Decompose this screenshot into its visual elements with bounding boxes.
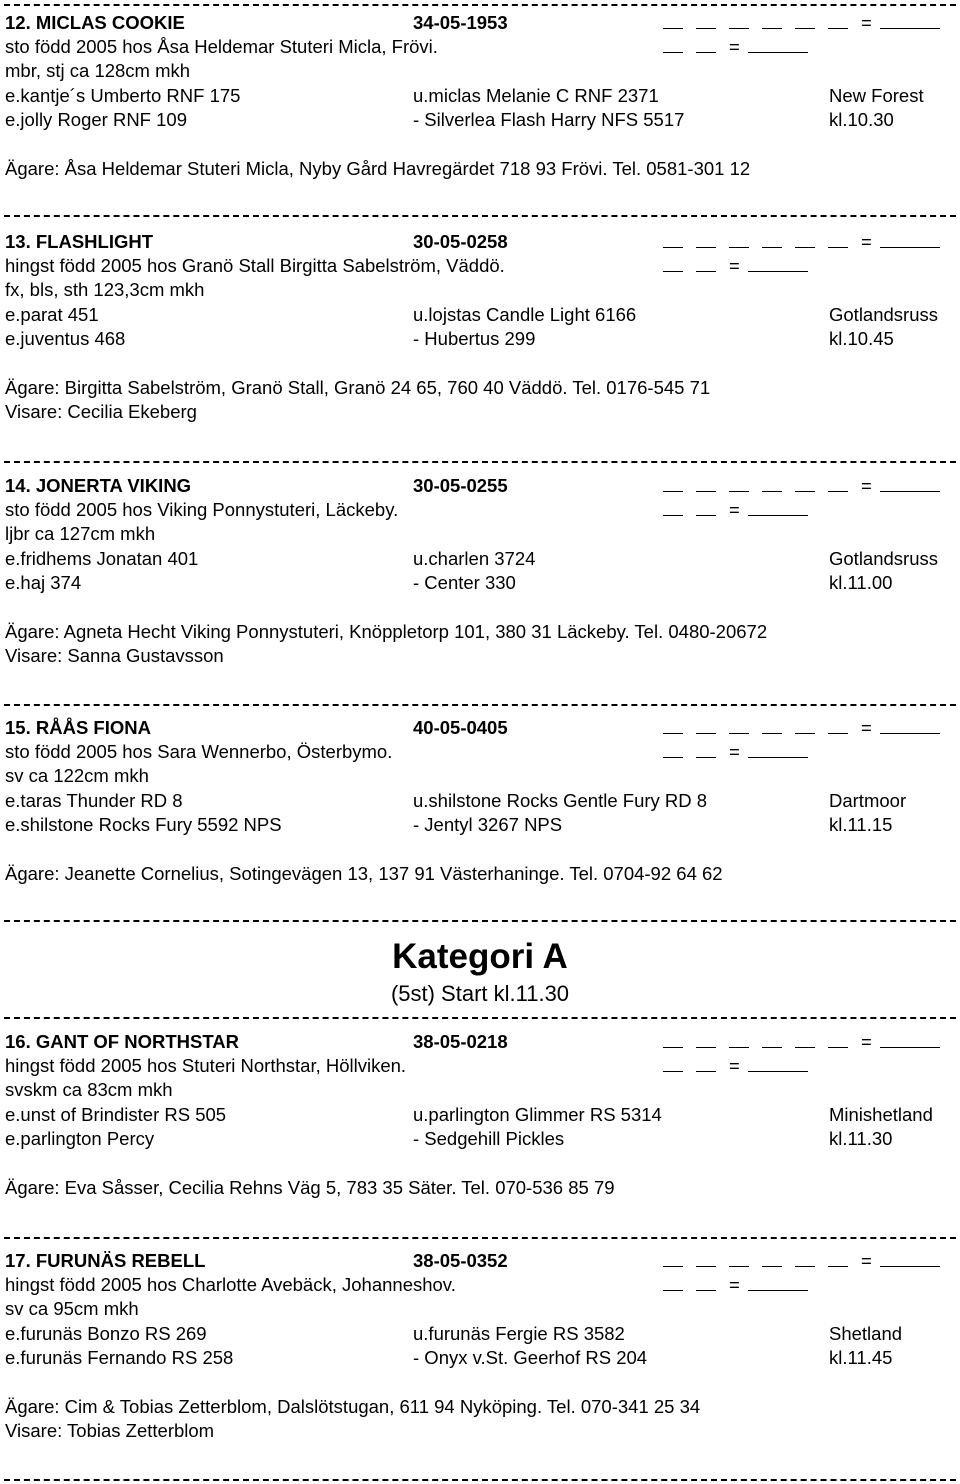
horse-description: hingst född 2005 hos Granö Stall Birgitta Sabelström, Väddö. bbox=[5, 255, 505, 276]
score-blank bbox=[762, 11, 782, 29]
sire: e.fridhems Jonatan 401 bbox=[5, 548, 199, 569]
category-title: Kategori A bbox=[392, 937, 568, 976]
owner-row bbox=[0, 1176, 960, 1200]
score-line-sub bbox=[663, 1054, 808, 1078]
handler: Visare: Tobias Zetterblom bbox=[5, 1420, 215, 1441]
score-total-blank bbox=[880, 11, 940, 29]
score-total-blank bbox=[748, 35, 808, 53]
pedigree-row-1 bbox=[0, 84, 960, 108]
dam: u.lojstas Candle Light 6166 bbox=[413, 304, 637, 325]
equals-sign: = bbox=[861, 12, 872, 33]
breed: Gotlandsruss bbox=[829, 304, 938, 325]
handler: Visare: Sanna Gustavsson bbox=[5, 645, 224, 666]
handler-row bbox=[0, 400, 960, 424]
handler-row bbox=[0, 644, 960, 668]
category-subtitle: (5st) Start kl.11.30 bbox=[390, 981, 570, 1006]
score-blank bbox=[762, 1030, 782, 1048]
dam: u.charlen 3724 bbox=[413, 548, 536, 569]
registration-number: 38-05-0352 bbox=[413, 1250, 508, 1271]
entry-desc-row bbox=[0, 740, 960, 764]
score-blank bbox=[696, 498, 716, 516]
owner: Ägare: Cim & Tobias Zetterblom, Dalslötstugan, 611 94 Nyköping. Tel. 070-341 25 34 bbox=[5, 1396, 701, 1417]
horse-name: FLASHLIGHT bbox=[35, 231, 154, 252]
horse-name: RÅÅS FIONA bbox=[35, 717, 151, 738]
entry-number: 13. bbox=[5, 231, 31, 252]
entry-colour-row bbox=[0, 764, 960, 788]
breed: Dartmoor bbox=[829, 790, 907, 811]
horse-name: GANT OF NORTHSTAR bbox=[35, 1031, 239, 1052]
equals-sign: = bbox=[861, 717, 872, 738]
horse-colour: mbr, stj ca 128cm mkh bbox=[5, 60, 191, 81]
equals-sign: = bbox=[729, 741, 740, 762]
pedigree-row-1 bbox=[0, 1103, 960, 1127]
horse-name: FURUNÄS REBELL bbox=[35, 1250, 206, 1271]
score-blank bbox=[729, 230, 749, 248]
score-blank bbox=[729, 1249, 749, 1267]
dam-dam: - Sedgehill Pickles bbox=[413, 1128, 565, 1149]
sire: e.taras Thunder RD 8 bbox=[5, 790, 183, 811]
entry-desc-row bbox=[0, 1054, 960, 1078]
owner-row bbox=[0, 376, 960, 400]
separator bbox=[0, 701, 960, 709]
score-blank bbox=[663, 740, 683, 758]
score-line-sub bbox=[663, 35, 808, 59]
dam: u.miclas Melanie C RNF 2371 bbox=[413, 85, 659, 106]
entry-title bbox=[5, 11, 185, 35]
score-total-blank bbox=[748, 498, 808, 516]
score-line-total bbox=[663, 1249, 940, 1273]
breed: Shetland bbox=[829, 1323, 903, 1344]
score-blank bbox=[696, 11, 716, 29]
entry-number: 17. bbox=[5, 1250, 31, 1271]
score-blank bbox=[696, 254, 716, 272]
dam-sire: e.jolly Roger RNF 109 bbox=[5, 109, 187, 130]
score-blank bbox=[828, 716, 848, 734]
score-blank bbox=[696, 474, 716, 492]
entry-title bbox=[5, 716, 151, 740]
dam-sire: e.juventus 468 bbox=[5, 328, 126, 349]
breed: Minishetland bbox=[829, 1104, 933, 1125]
pedigree-row-2 bbox=[0, 571, 960, 595]
separator bbox=[0, 458, 960, 466]
score-blank bbox=[663, 498, 683, 516]
score-blank bbox=[828, 1030, 848, 1048]
dam-dam: - Hubertus 299 bbox=[413, 328, 536, 349]
score-total-blank bbox=[748, 254, 808, 272]
score-blank bbox=[729, 1030, 749, 1048]
score-line-sub bbox=[663, 254, 808, 278]
score-blank bbox=[828, 230, 848, 248]
entry-desc-row bbox=[0, 35, 960, 59]
equals-sign: = bbox=[861, 1250, 872, 1271]
entry-number: 15. bbox=[5, 717, 31, 738]
score-blank bbox=[795, 1249, 815, 1267]
pedigree-row-1 bbox=[0, 789, 960, 813]
score-total-blank bbox=[748, 1054, 808, 1072]
owner-row bbox=[0, 862, 960, 886]
score-blank bbox=[696, 230, 716, 248]
score-blank bbox=[795, 716, 815, 734]
score-blank bbox=[696, 1273, 716, 1291]
score-line-sub bbox=[663, 1273, 808, 1297]
score-line-total bbox=[663, 11, 940, 35]
registration-number: 38-05-0218 bbox=[413, 1031, 508, 1052]
owner: Ägare: Jeanette Cornelius, Sotingevägen 13, 137 91 Västerhaninge. Tel. 0704-92 64 62 bbox=[5, 863, 723, 884]
score-blank bbox=[795, 474, 815, 492]
score-blank bbox=[663, 1054, 683, 1072]
equals-sign: = bbox=[861, 1031, 872, 1052]
entry-desc-row bbox=[0, 1273, 960, 1297]
score-blank bbox=[762, 716, 782, 734]
entry-title bbox=[5, 230, 153, 254]
horse-name: MICLAS COOKIE bbox=[35, 12, 185, 33]
dam-dam: - Onyx v.St. Geerhof RS 204 bbox=[413, 1347, 648, 1368]
owner-row bbox=[0, 620, 960, 644]
score-blank bbox=[729, 474, 749, 492]
score-blank bbox=[696, 1249, 716, 1267]
entry-colour-row bbox=[0, 1297, 960, 1321]
score-blank bbox=[795, 11, 815, 29]
horse-colour: svskm ca 83cm mkh bbox=[5, 1079, 173, 1100]
start-time: kl.11.15 bbox=[829, 814, 893, 835]
score-total-blank bbox=[880, 230, 940, 248]
horse-colour: sv ca 122cm mkh bbox=[5, 765, 149, 786]
separator bbox=[0, 1014, 960, 1022]
pedigree-row-2 bbox=[0, 1346, 960, 1370]
horse-description: sto född 2005 hos Åsa Heldemar Stuteri Micla, Frövi. bbox=[5, 36, 438, 57]
horse-colour: fx, bls, sth 123,3cm mkh bbox=[5, 279, 205, 300]
score-blank bbox=[828, 474, 848, 492]
horse-description: hingst född 2005 hos Stuteri Northstar, Höllviken. bbox=[5, 1055, 407, 1076]
score-blank bbox=[663, 1030, 683, 1048]
pedigree-row-1 bbox=[0, 547, 960, 571]
dam: u.shilstone Rocks Gentle Fury RD 8 bbox=[413, 790, 708, 811]
score-line-total bbox=[663, 716, 940, 740]
entry-title bbox=[5, 1030, 239, 1054]
score-blank bbox=[663, 35, 683, 53]
entry-title bbox=[5, 474, 191, 498]
score-blank bbox=[696, 35, 716, 53]
dam-dam: - Jentyl 3267 NPS bbox=[413, 814, 563, 835]
sire: e.unst of Brindister RS 505 bbox=[5, 1104, 227, 1125]
entry-heading-row bbox=[0, 1249, 960, 1273]
horse-colour: sv ca 95cm mkh bbox=[5, 1298, 139, 1319]
score-blank bbox=[696, 1030, 716, 1048]
score-total-blank bbox=[748, 740, 808, 758]
equals-sign: = bbox=[729, 499, 740, 520]
handler: Visare: Cecilia Ekeberg bbox=[5, 401, 197, 422]
score-blank bbox=[663, 474, 683, 492]
score-blank bbox=[762, 474, 782, 492]
score-total-blank bbox=[880, 474, 940, 492]
separator bbox=[0, 1234, 960, 1242]
entry-desc-row bbox=[0, 498, 960, 522]
score-blank bbox=[696, 1054, 716, 1072]
start-time: kl.11.30 bbox=[829, 1128, 893, 1149]
horse-description: hingst född 2005 hos Charlotte Avebäck, Johanneshov. bbox=[5, 1274, 456, 1295]
score-blank bbox=[663, 1249, 683, 1267]
entry-desc-row bbox=[0, 254, 960, 278]
horse-description: sto född 2005 hos Sara Wennerbo, Österbymo. bbox=[5, 741, 393, 762]
score-blank bbox=[663, 254, 683, 272]
score-total-blank bbox=[880, 1030, 940, 1048]
owner-row bbox=[0, 157, 960, 181]
equals-sign: = bbox=[861, 231, 872, 252]
pedigree-row-2 bbox=[0, 108, 960, 132]
start-time: kl.10.45 bbox=[829, 328, 894, 349]
sire: e.parat 451 bbox=[5, 304, 99, 325]
entry-colour-row bbox=[0, 1078, 960, 1102]
score-blank bbox=[696, 716, 716, 734]
entry-number: 14. bbox=[5, 475, 31, 496]
score-blank bbox=[663, 230, 683, 248]
score-blank bbox=[795, 1030, 815, 1048]
score-line-sub bbox=[663, 740, 808, 764]
score-blank bbox=[795, 230, 815, 248]
horse-description: sto född 2005 hos Viking Ponnystuteri, Läckeby. bbox=[5, 499, 399, 520]
separator bbox=[0, 1, 960, 9]
score-blank bbox=[729, 716, 749, 734]
score-blank bbox=[696, 740, 716, 758]
owner: Ägare: Birgitta Sabelström, Granö Stall, Granö 24 65, 760 40 Väddö. Tel. 0176-545 71 bbox=[5, 377, 711, 398]
breed: New Forest bbox=[829, 85, 924, 106]
pedigree-row-2 bbox=[0, 813, 960, 837]
score-blank bbox=[762, 230, 782, 248]
breed: Gotlandsruss bbox=[829, 548, 938, 569]
dam-dam: - Center 330 bbox=[413, 572, 516, 593]
dam-dam: - Silverlea Flash Harry NFS 5517 bbox=[413, 109, 685, 130]
equals-sign: = bbox=[729, 1055, 740, 1076]
pedigree-row-1 bbox=[0, 1322, 960, 1346]
dam: u.parlington Glimmer RS 5314 bbox=[413, 1104, 662, 1125]
separator bbox=[0, 212, 960, 220]
dam-sire: e.haj 374 bbox=[5, 572, 82, 593]
registration-number: 34-05-1953 bbox=[413, 12, 508, 33]
entry-number: 12. bbox=[5, 12, 31, 33]
owner: Ägare: Eva Såsser, Cecilia Rehns Väg 5, 783 35 Säter. Tel. 070-536 85 79 bbox=[5, 1177, 615, 1198]
score-blank bbox=[729, 11, 749, 29]
start-time: kl.11.45 bbox=[829, 1347, 893, 1368]
dam: u.furunäs Fergie RS 3582 bbox=[413, 1323, 625, 1344]
registration-number: 30-05-0258 bbox=[413, 231, 508, 252]
entry-colour-row bbox=[0, 59, 960, 83]
horse-colour: ljbr ca 127cm mkh bbox=[5, 523, 156, 544]
sire: e.kantje´s Umberto RNF 175 bbox=[5, 85, 241, 106]
score-blank bbox=[828, 1249, 848, 1267]
equals-sign: = bbox=[729, 1274, 740, 1295]
owner-row bbox=[0, 1395, 960, 1419]
score-total-blank bbox=[880, 716, 940, 734]
sire: e.furunäs Bonzo RS 269 bbox=[5, 1323, 207, 1344]
score-line-total bbox=[663, 230, 940, 254]
entry-number: 16. bbox=[5, 1031, 31, 1052]
entry-title bbox=[5, 1249, 205, 1273]
registration-number: 40-05-0405 bbox=[413, 717, 508, 738]
score-blank bbox=[762, 1249, 782, 1267]
entry-colour-row bbox=[0, 278, 960, 302]
dam-sire: e.parlington Percy bbox=[5, 1128, 155, 1149]
score-blank bbox=[663, 1273, 683, 1291]
owner: Ägare: Agneta Hecht Viking Ponnystuteri, Knöppletorp 101, 380 31 Läckeby. Tel. 0480-20672 bbox=[5, 621, 768, 642]
start-time: kl.11.00 bbox=[829, 572, 893, 593]
pedigree-row-1 bbox=[0, 303, 960, 327]
score-total-blank bbox=[748, 1273, 808, 1291]
entry-heading-row bbox=[0, 11, 960, 35]
equals-sign: = bbox=[861, 475, 872, 496]
score-blank bbox=[828, 11, 848, 29]
pedigree-row-2 bbox=[0, 1127, 960, 1151]
score-blank bbox=[663, 11, 683, 29]
equals-sign: = bbox=[729, 36, 740, 57]
entry-heading-row bbox=[0, 716, 960, 740]
registration-number: 30-05-0255 bbox=[413, 475, 508, 496]
separator bbox=[0, 917, 960, 925]
owner: Ägare: Åsa Heldemar Stuteri Micla, Nyby Gård Havregärdet 718 93 Frövi. Tel. 0581-301 12 bbox=[5, 158, 751, 179]
score-total-blank bbox=[880, 1249, 940, 1267]
pedigree-row-2 bbox=[0, 327, 960, 351]
score-line-sub bbox=[663, 498, 808, 522]
entry-heading-row bbox=[0, 1030, 960, 1054]
horse-name: JONERTA VIKING bbox=[35, 475, 192, 496]
handler-row bbox=[0, 1419, 960, 1443]
start-time: kl.10.30 bbox=[829, 109, 894, 130]
score-line-total bbox=[663, 474, 940, 498]
equals-sign: = bbox=[729, 255, 740, 276]
entry-heading-row bbox=[0, 474, 960, 498]
score-blank bbox=[663, 716, 683, 734]
score-line-total bbox=[663, 1030, 940, 1054]
entry-colour-row bbox=[0, 522, 960, 546]
entry-heading-row bbox=[0, 230, 960, 254]
dam-sire: e.shilstone Rocks Fury 5592 NPS bbox=[5, 814, 282, 835]
dam-sire: e.furunäs Fernando RS 258 bbox=[5, 1347, 234, 1368]
